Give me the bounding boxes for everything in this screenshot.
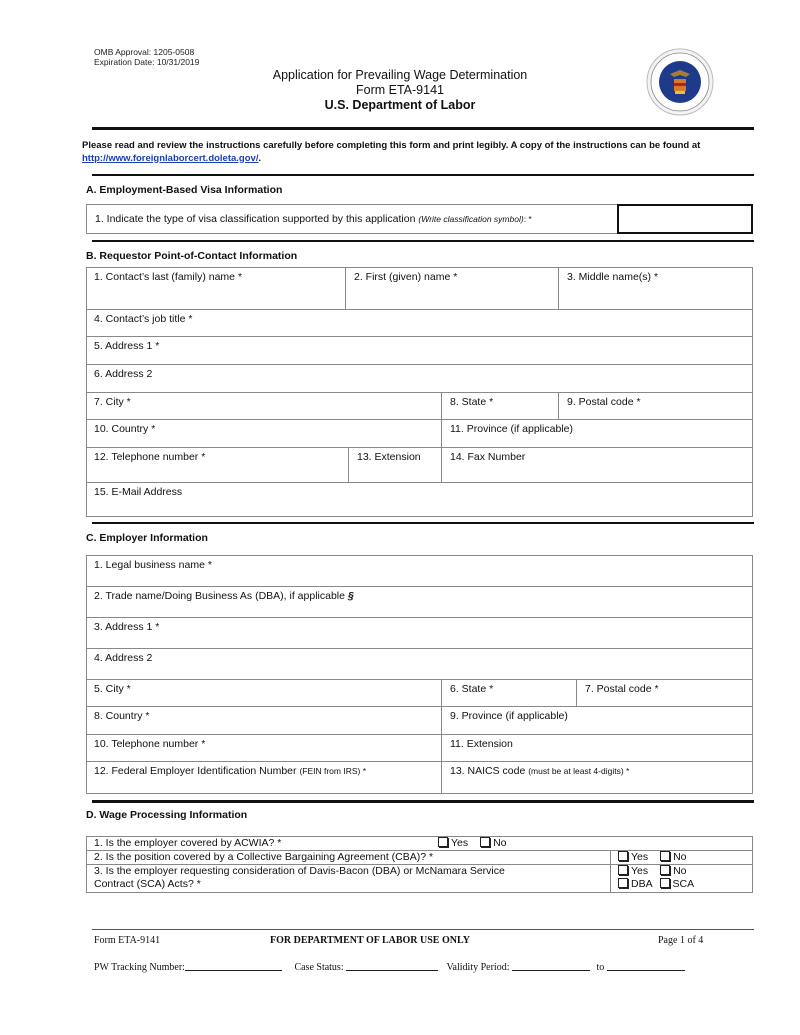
dol-seal-icon: [646, 48, 714, 116]
employer-city-field[interactable]: 5. City *: [94, 683, 131, 695]
employer-province-field[interactable]: 9. Province (if applicable): [450, 710, 568, 722]
title-line-3: U.S. Department of Labor: [324, 98, 476, 112]
employer-naics-field[interactable]: 13. NAICS code (must be at least 4-digits) *: [450, 765, 630, 777]
section-d-title: D. Wage Processing Information: [86, 809, 248, 821]
instructions-text: Please read and review the instructions carefully before completing this form and print legibly. A copy of the instructions can be found at: [82, 140, 701, 151]
employer-extension-field[interactable]: 11. Extension: [450, 738, 513, 750]
employer-address2-field[interactable]: 4. Address 2: [94, 652, 153, 664]
instructions-suffix: .: [258, 152, 262, 164]
section-c-title: C. Employer Information: [86, 532, 208, 544]
section-a-rule: [92, 174, 754, 176]
contact-address2-field[interactable]: 6. Address 2: [94, 368, 153, 380]
contact-email-field[interactable]: 15. E-Mail Address: [94, 486, 183, 498]
employer-legal-name-field[interactable]: 1. Legal business name *: [94, 559, 212, 571]
sca-checkbox[interactable]: SCA: [660, 878, 695, 891]
pw-tracking-label: PW Tracking Number:: [94, 962, 185, 973]
section-d-rule: [92, 800, 754, 803]
employer-address1-field[interactable]: 3. Address 1 *: [94, 621, 160, 633]
visa-classification-label: 1. Indicate the type of visa classification supported by this application (Write classification symbol): *: [95, 213, 532, 225]
validity-start-input[interactable]: [512, 960, 590, 971]
omb-approval: OMB Approval: 1205-0508: [94, 47, 195, 57]
contact-postal-field[interactable]: 9. Postal code *: [567, 396, 641, 408]
pw-tracking-input[interactable]: [185, 960, 282, 971]
validity-end-input[interactable]: [607, 960, 685, 971]
contact-middle-name-field[interactable]: 3. Middle name(s) *: [567, 271, 659, 283]
checkbox-icon: [480, 837, 490, 847]
employer-fein-field[interactable]: 12. Federal Employer Identification Number (FEIN from IRS) *: [94, 765, 367, 777]
case-status-label: Case Status:: [294, 962, 344, 973]
form-title: [240, 68, 560, 113]
section-c-rule: [92, 522, 754, 524]
contact-province-field[interactable]: 11. Province (if applicable): [450, 423, 573, 435]
section-b-title: B. Requestor Point-of-Contact Information: [86, 250, 298, 262]
contact-last-name-field[interactable]: 1. Contact’s last (family) name *: [94, 271, 243, 283]
section-b-rule: [92, 240, 754, 242]
footer-rule: [92, 929, 754, 930]
acwia-yes-checkbox[interactable]: Yes: [438, 837, 468, 849]
footer-dol-use: FOR DEPARTMENT OF LABOR USE ONLY: [270, 935, 470, 946]
visa-classification-input[interactable]: [617, 204, 753, 234]
employer-state-field[interactable]: 6. State *: [450, 683, 494, 695]
cba-yes-checkbox[interactable]: Yes: [618, 851, 648, 863]
cba-options: [611, 848, 696, 863]
instructions: [82, 140, 762, 165]
instructions-link[interactable]: http://www.foreignlaborcert.doleta.gov/: [82, 152, 259, 164]
acwia-options: [430, 834, 516, 849]
contact-first-name-field[interactable]: 2. First (given) name *: [354, 271, 458, 283]
expiration-date: Expiration Date: 10/31/2019: [94, 57, 200, 67]
checkbox-icon: [660, 878, 670, 888]
employer-postal-field[interactable]: 7. Postal code *: [585, 683, 659, 695]
contact-telephone-field[interactable]: 12. Telephone number *: [94, 451, 206, 463]
contact-country-field[interactable]: 10. Country *: [94, 423, 156, 435]
employer-trade-name-field[interactable]: 2. Trade name/Doing Business As (DBA), if applicable §: [94, 590, 354, 602]
contact-extension-field[interactable]: 13. Extension: [357, 451, 421, 463]
case-status-input[interactable]: [346, 960, 438, 971]
dol-use-fields: [94, 960, 685, 973]
validity-to-label: to: [596, 962, 605, 973]
employer-telephone-field[interactable]: 10. Telephone number *: [94, 738, 206, 750]
dba-sca-yes-checkbox[interactable]: Yes: [618, 865, 648, 878]
title-line-1: Application for Prevailing Wage Determination: [272, 68, 528, 82]
contact-address1-field[interactable]: 5. Address 1 *: [94, 340, 160, 352]
checkbox-icon: [618, 851, 628, 861]
omb-info: [94, 47, 199, 67]
contact-fax-field[interactable]: 14. Fax Number: [450, 451, 526, 463]
section-a-title: A. Employment-Based Visa Information: [86, 184, 283, 196]
dba-sca-no-checkbox[interactable]: No: [660, 865, 686, 878]
title-line-2: Form ETA-9141: [356, 83, 444, 97]
employer-country-field[interactable]: 8. Country *: [94, 710, 150, 722]
header-rule: [92, 127, 754, 130]
acwia-question: 1. Is the employer covered by ACWIA? *: [94, 837, 282, 849]
footer-form-id: Form ETA-9141: [94, 935, 161, 946]
checkbox-icon: [618, 865, 628, 875]
dba-sca-options: [611, 862, 703, 891]
footer-page-number: Page 1 of 4: [658, 935, 704, 946]
checkbox-icon: [660, 865, 670, 875]
checkbox-icon: [618, 878, 628, 888]
cba-question: 2. Is the position covered by a Collective Bargaining Agreement (CBA)? *: [94, 851, 434, 863]
dba-checkbox[interactable]: DBA: [618, 878, 653, 891]
checkbox-icon: [660, 851, 670, 861]
acwia-no-checkbox[interactable]: No: [480, 837, 506, 849]
contact-job-title-field[interactable]: 4. Contact’s job title *: [94, 313, 193, 325]
checkbox-icon: [438, 837, 448, 847]
contact-state-field[interactable]: 8. State *: [450, 396, 494, 408]
validity-period-label: Validity Period:: [446, 962, 510, 973]
contact-city-field[interactable]: 7. City *: [94, 396, 131, 408]
cba-no-checkbox[interactable]: No: [660, 851, 686, 863]
dba-sca-question: 3. Is the employer requesting consideration of Davis-Bacon (DBA) or McNamara Service Contract (SCA) Acts? *: [94, 865, 505, 890]
